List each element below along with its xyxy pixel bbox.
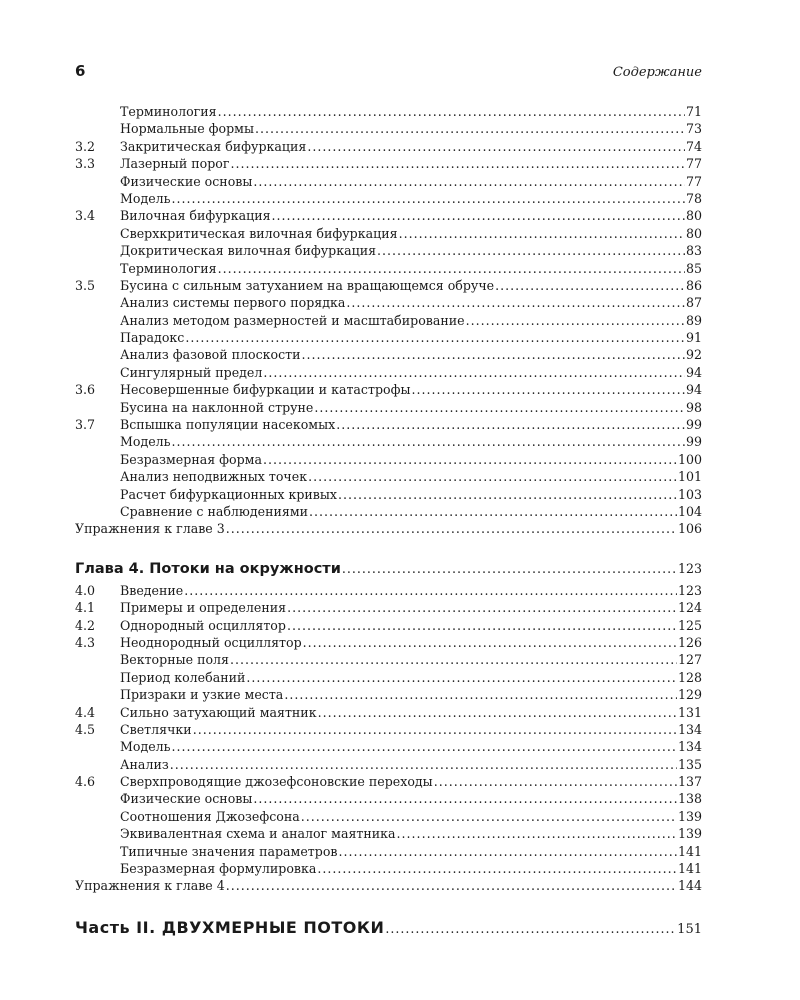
toc-section-chapter4 (75, 582, 702, 895)
entry-title: Примеры и определения (120, 600, 287, 616)
entry-title: Период колебаний (120, 669, 246, 685)
entry-title: Векторные поля (120, 652, 229, 668)
entry-title: Анализ неподвижных точек (120, 469, 308, 485)
dot-leader (338, 486, 677, 503)
dot-leader (317, 860, 677, 877)
entry-page: 71 (685, 104, 702, 119)
dot-leader (434, 773, 677, 790)
entry-title: Безразмерная формулировка (120, 861, 317, 877)
dot-leader (226, 877, 677, 894)
entry-page: 77 (685, 156, 702, 172)
entry-title: Типичные значения параметров (120, 843, 338, 859)
toc-subsection-entry (75, 242, 702, 259)
toc-subsection-entry (75, 738, 702, 755)
dot-leader (230, 155, 685, 172)
entry-page: 94 (685, 382, 702, 398)
dot-leader (342, 558, 677, 580)
entry-page: 134 (677, 739, 702, 755)
dot-leader (172, 738, 677, 755)
entry-page: 134 (677, 721, 702, 737)
entry-title: Неоднородный осциллятор (120, 634, 302, 650)
dot-leader (170, 756, 677, 773)
entry-title: Парадокс (120, 330, 185, 346)
chapter-title: Глава 4. Потоки на окружности (75, 560, 341, 577)
section-number: 4.6 (75, 774, 96, 790)
entry-page: 91 (685, 330, 702, 346)
entry-page: 89 (685, 312, 702, 328)
entry-title: Докритическая вилочная бифуркация (120, 243, 377, 259)
dot-leader (385, 917, 676, 940)
entry-page: 92 (685, 347, 702, 363)
entry-title: Сверхпроводящие джозефсоновские переходы (120, 774, 433, 790)
dot-leader (411, 381, 684, 398)
toc-section-entry (75, 155, 702, 172)
entry-title: Упражнения к главе 3 (75, 521, 225, 537)
toc-section-entry (75, 207, 702, 224)
entry-page: 124 (677, 600, 702, 616)
dot-leader (230, 651, 677, 668)
entry-title: Однородный осциллятор (120, 617, 286, 633)
toc-subsection-entry (75, 651, 702, 668)
toc-subsection-entry (75, 260, 702, 277)
entry-page: 125 (677, 617, 702, 633)
section-number: 4.1 (75, 600, 96, 616)
section-number: 3.6 (75, 382, 96, 398)
entry-title: Бусина с сильным затуханием на вращающемся обруче (120, 277, 495, 293)
dot-leader (226, 520, 677, 537)
toc-subsection-entry (75, 669, 702, 686)
entry-page: 99 (685, 434, 702, 450)
dot-leader (284, 686, 677, 703)
toc-subsection-entry (75, 843, 702, 860)
dot-leader (339, 843, 677, 860)
table-of-contents (75, 103, 702, 940)
toc-subsection-entry (75, 486, 702, 503)
entry-page: 131 (677, 704, 702, 720)
toc-subsection-entry (75, 468, 702, 485)
entry-page: 123 (677, 582, 702, 598)
entry-page: 139 (677, 826, 702, 842)
entry-page: 86 (685, 277, 702, 293)
entry-title: Анализ методом размерностей и масштабирование (120, 312, 465, 328)
entry-title: Расчет бифуркационных кривых (120, 486, 338, 502)
dot-leader (377, 242, 685, 259)
toc-section-entry (75, 634, 702, 651)
entry-title: Эквивалентная схема и аналог маятника (120, 826, 396, 842)
toc-subsection-entry (75, 756, 702, 773)
entry-page: 103 (677, 486, 702, 502)
entry-page: 98 (685, 399, 702, 415)
toc-subsection-entry (75, 433, 702, 450)
dot-leader (172, 433, 685, 450)
entry-title: Вспышка популяции насекомых (120, 417, 336, 433)
dot-leader (495, 277, 685, 294)
section-number: 4.2 (75, 617, 96, 633)
toc-section-entry (75, 599, 702, 616)
dot-leader (336, 416, 685, 433)
toc-section-entry (75, 721, 702, 738)
toc-chapter-entry (75, 558, 702, 580)
toc-subsection-entry (75, 451, 702, 468)
toc-section-entry (75, 138, 702, 155)
entry-page: 94 (685, 364, 702, 380)
dot-leader (301, 808, 677, 825)
entry-title: Закритическая бифуркация (120, 138, 307, 154)
entry-title: Модель (120, 190, 171, 206)
entry-title: Соотношения Джозефсона (120, 808, 300, 824)
entry-title: Модель (120, 739, 171, 755)
section-number: 4.4 (75, 704, 96, 720)
toc-part-entry (75, 916, 702, 940)
entry-title: Безразмерная форма (120, 451, 262, 467)
toc-subsection-entry (75, 103, 702, 120)
dot-leader (246, 669, 677, 686)
toc-exercises-entry (75, 877, 702, 894)
entry-title: Анализ системы первого порядка (120, 295, 346, 311)
entry-title: Сингулярный предел (120, 364, 263, 380)
part-title: Часть II. ДВУХМЕРНЫЕ ПОТОКИ (75, 917, 385, 937)
toc-subsection-entry (75, 225, 702, 242)
dot-leader (193, 721, 677, 738)
entry-title: Сильно затухающий маятник (120, 704, 317, 720)
dot-leader (302, 346, 685, 363)
entry-title: Терминология (120, 260, 217, 276)
entry-page: 74 (685, 138, 702, 154)
dot-leader (287, 617, 677, 634)
page-header (75, 62, 702, 80)
entry-title: Несовершенные бифуркации и катастрофы (120, 382, 411, 398)
entry-title: Вилочная бифуркация (120, 208, 271, 224)
running-head: Содержание (612, 65, 702, 80)
entry-page: 104 (677, 503, 702, 519)
dot-leader (218, 260, 685, 277)
toc-section-entry (75, 277, 702, 294)
entry-page: 80 (685, 225, 702, 241)
section-number: 3.3 (75, 156, 96, 172)
entry-page: 129 (677, 687, 702, 703)
section-number: 3.7 (75, 417, 96, 433)
entry-title: Нормальные формы (120, 121, 254, 137)
toc-section-entry (75, 617, 702, 634)
section-number: 4.0 (75, 582, 96, 598)
entry-page: 85 (685, 260, 702, 276)
entry-page: 141 (677, 861, 702, 877)
entry-page: 138 (677, 791, 702, 807)
entry-page: 106 (677, 521, 702, 537)
entry-title: Модель (120, 434, 171, 450)
entry-title: Упражнения к главе 4 (75, 878, 225, 894)
dot-leader (397, 825, 677, 842)
dot-leader (309, 503, 677, 520)
entry-title: Бусина на наклонной струне (120, 399, 314, 415)
toc-subsection-entry (75, 364, 702, 381)
entry-title: Физические основы (120, 791, 253, 807)
toc-subsection-entry (75, 346, 702, 363)
toc-subsection-entry (75, 860, 702, 877)
toc-subsection-entry (75, 825, 702, 842)
toc-subsection-entry (75, 190, 702, 207)
dot-leader (314, 399, 685, 416)
entry-page: 87 (685, 295, 702, 311)
dot-leader (307, 138, 685, 155)
entry-page: 101 (677, 469, 702, 485)
part-page: 151 (677, 921, 702, 937)
toc-subsection-entry (75, 790, 702, 807)
toc-subsection-entry (75, 686, 702, 703)
section-number: 4.5 (75, 721, 96, 737)
entry-page: 78 (685, 190, 702, 206)
dot-leader (185, 329, 685, 346)
entry-title: Сравнение с наблюдениями (120, 503, 309, 519)
entry-title: Светлячки (120, 721, 192, 737)
dot-leader (253, 173, 685, 190)
dot-leader (303, 634, 677, 651)
entry-page: 141 (677, 843, 702, 859)
dot-leader (399, 225, 685, 242)
dot-leader (218, 103, 685, 120)
entry-page: 126 (677, 634, 702, 650)
entry-page: 73 (685, 121, 702, 137)
toc-subsection-entry (75, 329, 702, 346)
toc-subsection-entry (75, 312, 702, 329)
toc-subsection-entry (75, 808, 702, 825)
entry-title: Сверхкритическая вилочная бифуркация (120, 225, 398, 241)
entry-page: 135 (677, 756, 702, 772)
dot-leader (263, 364, 685, 381)
entry-title: Введение (120, 582, 184, 598)
entry-page: 99 (685, 417, 702, 433)
entry-page: 139 (677, 808, 702, 824)
section-number: 3.5 (75, 277, 96, 293)
dot-leader (466, 312, 685, 329)
dot-leader (318, 704, 677, 721)
entry-title: Терминология (120, 104, 217, 119)
dot-leader (308, 468, 677, 485)
dot-leader (272, 207, 685, 224)
toc-section-entry (75, 582, 702, 599)
toc-subsection-entry (75, 399, 702, 416)
dot-leader (172, 190, 685, 207)
toc-section-entry (75, 416, 702, 433)
dot-leader (255, 120, 685, 137)
entry-page: 127 (677, 652, 702, 668)
entry-title: Призраки и узкие места (120, 687, 284, 703)
toc-exercises-entry (75, 520, 702, 537)
toc-subsection-entry (75, 120, 702, 137)
entry-page: 128 (677, 669, 702, 685)
entry-page: 144 (677, 878, 702, 894)
entry-title: Физические основы (120, 173, 253, 189)
entry-page: 100 (677, 451, 702, 467)
toc-section-entry (75, 381, 702, 398)
page-number: 6 (75, 62, 86, 80)
dot-leader (184, 582, 677, 599)
toc-section-chapter3 (75, 103, 702, 538)
toc-section-entry (75, 773, 702, 790)
entry-title: Лазерный порог (120, 156, 230, 172)
dot-leader (346, 294, 685, 311)
entry-title: Анализ фазовой плоскости (120, 347, 301, 363)
dot-leader (263, 451, 677, 468)
toc-subsection-entry (75, 294, 702, 311)
dot-leader (253, 790, 677, 807)
entry-page: 80 (685, 208, 702, 224)
entry-title: Анализ (120, 756, 169, 772)
toc-subsection-entry (75, 503, 702, 520)
entry-page: 83 (685, 243, 702, 259)
section-number: 3.2 (75, 138, 96, 154)
toc-section-entry (75, 704, 702, 721)
entry-page: 137 (677, 774, 702, 790)
dot-leader (287, 599, 677, 616)
entry-page: 77 (685, 173, 702, 189)
section-number: 3.4 (75, 208, 96, 224)
section-number: 4.3 (75, 634, 96, 650)
chapter-page: 123 (677, 560, 702, 576)
toc-subsection-entry (75, 173, 702, 190)
